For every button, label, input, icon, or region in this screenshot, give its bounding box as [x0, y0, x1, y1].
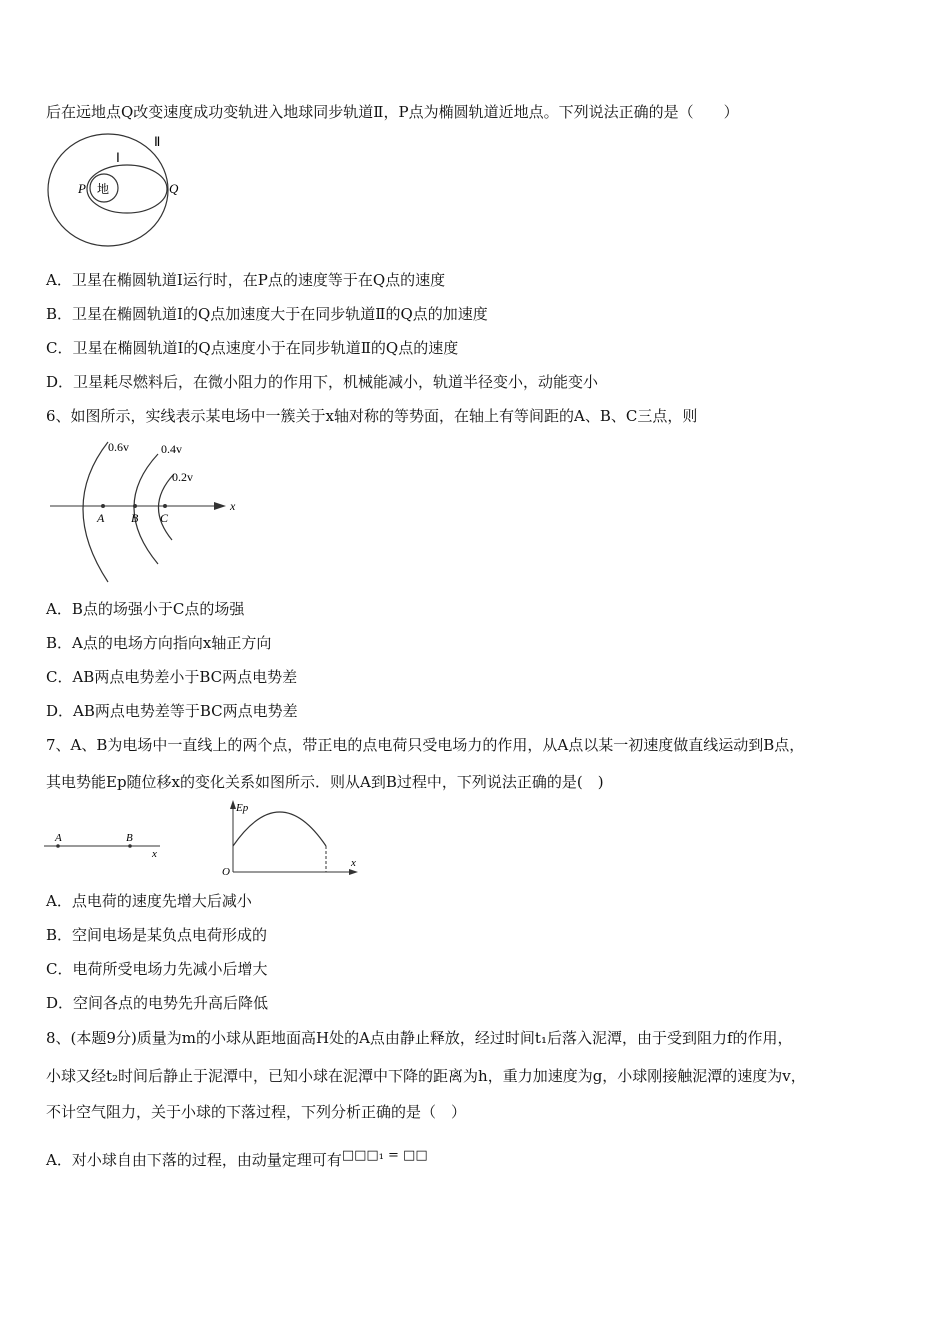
orbit-figure: [44, 132, 204, 250]
label-a: A: [97, 511, 105, 525]
q6-option-d: D．AB两点电势差等于BC两点电势差: [46, 702, 298, 720]
x-axis-arrow: [349, 869, 358, 875]
label-0.4v: 0.4v: [161, 442, 182, 456]
point-b: [133, 504, 137, 508]
label-x: x: [152, 848, 157, 860]
earth-label: 地: [97, 182, 110, 196]
label-origin: O: [222, 866, 230, 878]
q6-option-b: B．A点的电场方向指向x轴正方向: [46, 634, 272, 652]
q5-stem: 后在远地点Q改变速度成功变轨进入地球同步轨道Ⅱ，P点为椭圆轨道近地点。下列说法正确的是（ ）: [46, 103, 739, 121]
label-q: Q: [169, 181, 179, 196]
ab-line-figure: [44, 826, 168, 862]
q8-option-a-formula: □□□₁ = □□: [341, 1148, 428, 1163]
label-b: B: [131, 511, 139, 525]
label-p: P: [78, 181, 86, 196]
q6-stem: 6、如图所示，实线表示某电场中一簇关于x轴对称的等势面，在轴上有等间距的A、B、C三点，则: [46, 407, 698, 425]
equipotential-figure: [46, 436, 246, 586]
q5-option-d: D．卫星耗尽燃料后，在微小阻力的作用下，机械能减小，轨道半径变小，动能变小: [46, 373, 599, 391]
label-b: B: [126, 832, 133, 844]
label-0.2v: 0.2v: [172, 470, 193, 484]
label-ep: Ep: [236, 802, 249, 814]
label-orbit-ii: Ⅱ: [154, 134, 161, 149]
point-a: [101, 504, 105, 508]
equipotential-0.4v: [134, 454, 158, 564]
label-x: x: [351, 857, 356, 869]
ep-curve: [233, 812, 326, 846]
q8-stem-line1: 8、(本题9分)质量为m的小球从距地面高H处的A点由静止释放，经过时间t₁后落入泥潭，由于受到阻力f的作用，: [46, 1029, 793, 1047]
q5-option-b: B．卫星在椭圆轨道Ⅰ的Q点加速度大于在同步轨道Ⅱ的Q点的加速度: [46, 305, 488, 323]
q7-option-c: C．电荷所受电场力先减小后增大: [46, 960, 268, 978]
x-axis-arrow: [214, 502, 226, 510]
label-0.6v: 0.6v: [108, 440, 129, 454]
ep-graph-figure: [218, 798, 366, 878]
q8-stem-line3: 不计空气阻力，关于小球的下落过程，下列分析正确的是（ ）: [46, 1103, 467, 1121]
x-axis-label: x: [230, 499, 236, 513]
q6-option-c: C．AB两点电势差小于BC两点电势差: [46, 668, 298, 686]
point-c: [163, 504, 167, 508]
q8-stem-line2: 小球又经t₂时间后静止于泥潭中，已知小球在泥潭中下降的距离为h，重力加速度为g，小球刚接触泥潭的速度为v，: [46, 1067, 806, 1085]
q7-option-b: B．空间电场是某负点电荷形成的: [46, 926, 268, 944]
q7-option-d: D．空间各点的电势先升高后降低: [46, 994, 269, 1012]
q7-stem-line2: 其电势能Ep随位移x的变化关系如图所示．则从A到B过程中，下列说法正确的是( ): [46, 773, 604, 791]
point-b: [128, 844, 132, 848]
q5-option-c: C．卫星在椭圆轨道Ⅰ的Q点速度小于在同步轨道Ⅱ的Q点的速度: [46, 339, 459, 357]
q5-option-a: A．卫星在椭圆轨道Ⅰ运行时，在P点的速度等于在Q点的速度: [46, 271, 446, 289]
label-c: C: [160, 511, 169, 525]
q7-stem-line1: 7、A、B为电场中一直线上的两个点，带正电的点电荷只受电场力的作用，从A点以某一初速度做直线运动到B点，: [46, 736, 805, 754]
q8-option-a: [46, 1150, 428, 1172]
label-orbit-i: Ⅰ: [116, 150, 120, 165]
label-a: A: [55, 832, 62, 844]
q6-option-a: A．B点的场强小于C点的场强: [46, 600, 245, 618]
q8-option-a-text: A．对小球自由下落的过程，由动量定理可有: [46, 1151, 342, 1169]
q7-option-a: A．点电荷的速度先增大后减小: [46, 892, 252, 910]
point-a: [56, 844, 60, 848]
